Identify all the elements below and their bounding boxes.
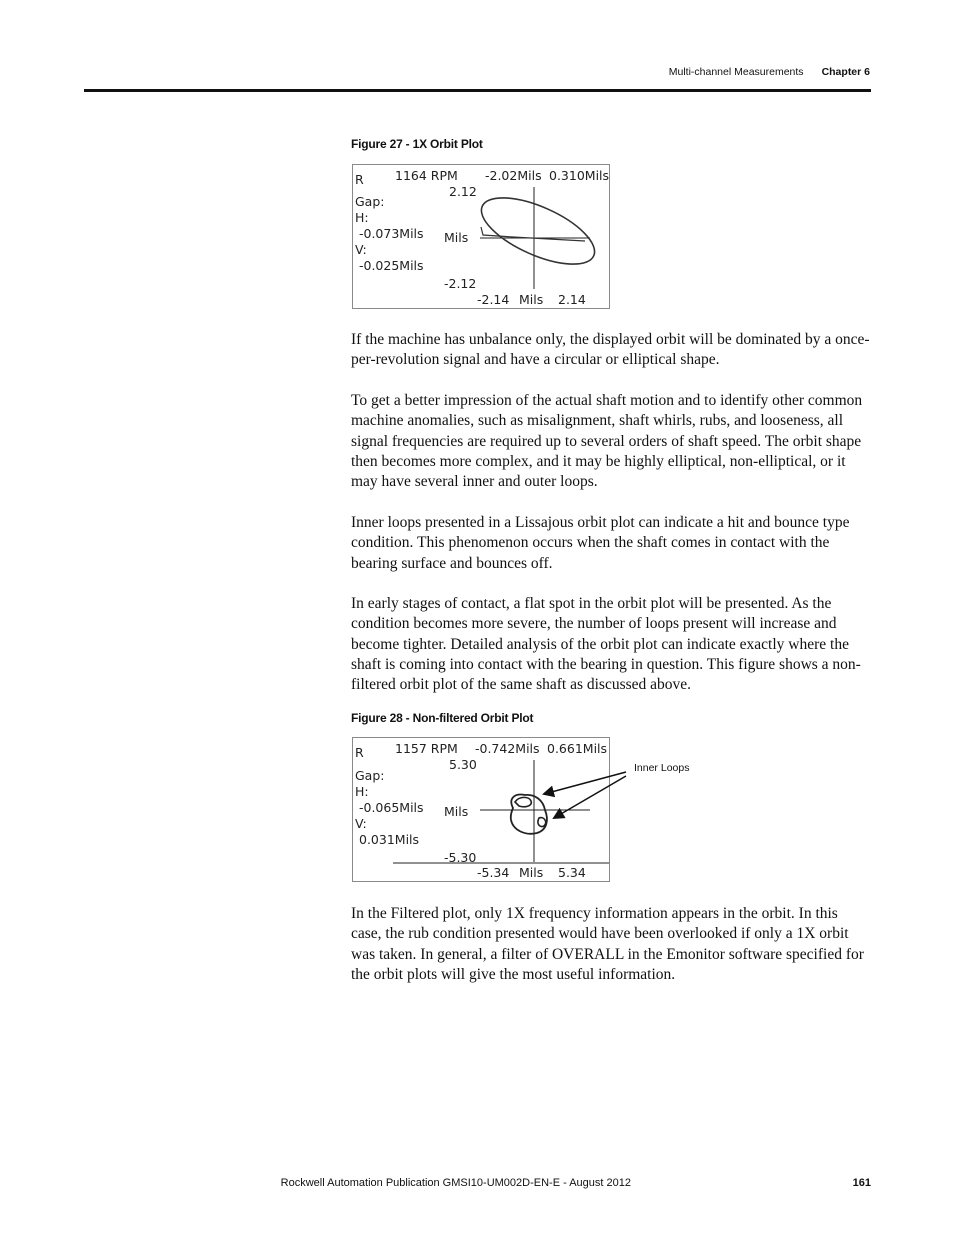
screen-h-value: -0.073Mils bbox=[359, 226, 424, 241]
screen-y-value: 0.661Mils bbox=[547, 741, 608, 756]
screen-h-value: -0.065Mils bbox=[359, 800, 424, 815]
orbit-plot-1x bbox=[353, 165, 609, 308]
screen-gap-label: Gap: bbox=[355, 768, 385, 783]
paragraph-1: If the machine has unbalance only, the displayed orbit will be dominated by a once-per-revolution signal and have a circular or elliptical shape. bbox=[351, 331, 870, 369]
screen-gap-label: Gap: bbox=[355, 194, 385, 209]
screen-y-value: 0.310Mils bbox=[549, 168, 609, 183]
page-number: 161 bbox=[852, 1177, 871, 1189]
screen-top-scale: 2.12 bbox=[449, 184, 477, 199]
screen-left-scale: -2.14 bbox=[477, 292, 510, 307]
screen-unit-label: Mils bbox=[444, 230, 469, 245]
figure-28-caption: Figure 28 - Non-filtered Orbit Plot bbox=[351, 711, 534, 725]
footer-publication: Rockwell Automation Publication GMSI10-UM002D-EN-E - August 2012 bbox=[280, 1177, 631, 1189]
screen-x-unit: Mils bbox=[519, 292, 544, 307]
screen-x-unit: Mils bbox=[519, 865, 544, 880]
inner-loops-callout: Inner Loops bbox=[634, 762, 690, 774]
screen-unit-label: Mils bbox=[444, 804, 469, 819]
screen-top-scale: 5.30 bbox=[449, 757, 477, 772]
paragraph-2: To get a better impression of the actual shaft motion and to identify other common machine anomalies, such as misalignment, shaft whirls, rubs, and looseness, all signal frequencies are required up to several orders of shaft speed. The orbit shape then becomes more complex, and it may be highly elliptical, non-elliptical, or it may have several inner and outer loops. bbox=[351, 392, 863, 491]
screen-rpm: 1164 RPM bbox=[395, 168, 458, 183]
screen-v-value: 0.031Mils bbox=[359, 832, 420, 847]
screen-h-label: H: bbox=[355, 210, 369, 225]
paragraph-4: In early stages of contact, a flat spot in the orbit plot will be presented. As the condition becomes more severe, the number of loops present will increase and become tighter. Detailed analysis of the orbit plot can indicate exactly where the shaft is coming into contact with the bearing in question. This figure shows a non-filtered orbit plot of the same shaft as discussed above. bbox=[351, 595, 861, 694]
callout-arrows bbox=[538, 767, 628, 827]
paragraph-5: In the Filtered plot, only 1X frequency information appears in the orbit. In this case, the rub condition presented would have been overlooked if only a 1X orbit was taken. In general, a filter of OVERALL in the Emonitor software specified for the orbit plots will give the most useful information. bbox=[351, 905, 864, 983]
screen-v-label: V: bbox=[355, 242, 367, 257]
screen-right-scale: 5.34 bbox=[558, 865, 586, 880]
screen-left-scale: -5.34 bbox=[477, 865, 510, 880]
screen-r-label: R bbox=[355, 172, 364, 187]
screen-bottom-scale: -2.12 bbox=[444, 276, 477, 291]
screen-x-value: -0.742Mils bbox=[475, 741, 540, 756]
page-header bbox=[669, 66, 870, 78]
header-chapter: Chapter 6 bbox=[821, 66, 870, 78]
figure-27-caption: Figure 27 - 1X Orbit Plot bbox=[351, 137, 483, 151]
header-section: Multi-channel Measurements bbox=[668, 66, 804, 78]
orbit-inner-loop-1 bbox=[515, 797, 531, 806]
screen-h-label: H: bbox=[355, 784, 369, 799]
screen-bottom-scale: -5.30 bbox=[444, 850, 477, 865]
screen-rpm: 1157 RPM bbox=[395, 741, 458, 756]
screen-r-label: R bbox=[355, 745, 364, 760]
figure-27-orbit-screen bbox=[352, 164, 610, 309]
paragraph-3: Inner loops presented in a Lissajous orbit plot can indicate a hit and bounce type condition. This phenomenon occurs when the shaft comes in contact with the bearing surface and bounces off. bbox=[351, 514, 850, 572]
screen-right-scale: 2.14 bbox=[558, 292, 586, 307]
screen-v-value: -0.025Mils bbox=[359, 258, 424, 273]
orbit-ellipse bbox=[473, 184, 604, 277]
header-rule bbox=[84, 89, 871, 92]
screen-x-value: -2.02Mils bbox=[485, 168, 542, 183]
screen-v-label: V: bbox=[355, 816, 367, 831]
